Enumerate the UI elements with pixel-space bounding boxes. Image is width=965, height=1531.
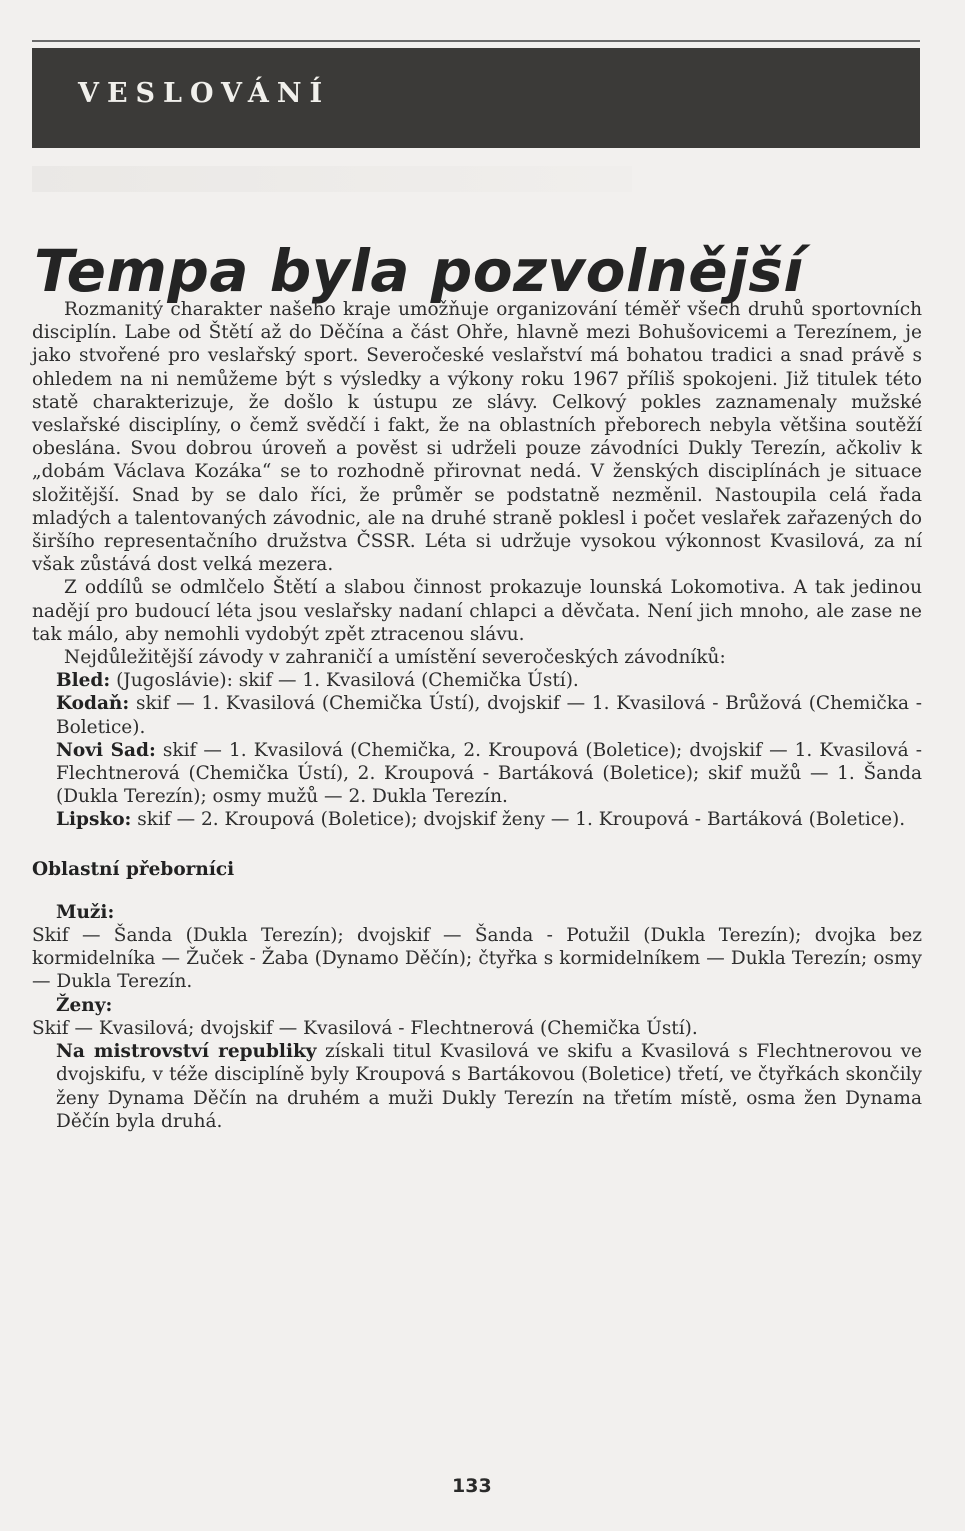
race-place: Bled: [56,670,111,692]
faded-show-through [32,166,632,192]
race-place: Novi Sad: [56,739,156,761]
race-place: Lipsko: [56,809,132,831]
race-place: Kodaň: [56,693,130,715]
women-results: Skif — Kvasilová; dvojskif — Kvasilová - Flechtnerová (Chemička Ústí). [32,1017,698,1039]
race-result-novi-sad [32,739,922,809]
article-headline: Tempa byla pozvolnější [34,236,804,305]
champions-heading: Oblastní přeborníci [32,858,235,880]
race-result-kodan [32,692,922,738]
republic-label: Na mistrovství republiky [56,1041,317,1063]
page-number: 133 [452,1475,492,1497]
women-label: Ženy: [56,994,113,1016]
intro-paragraph-3: Nejdůležitější závody v zahraničí a umístění severočeských závodníků: [64,647,726,669]
race-result-lipsko [32,808,922,831]
section-banner [32,48,920,148]
race-text: skif — 1. Kvasilová (Chemička, 2. Kroupová (Boletice); dvojskif — 1. Kvasilová - Flechtnerová (Chemička Ústí), 2. Kroupová - Bartáková (Boletice); skif mužů — 1. Šanda (Dukla Terezín); osmy mužů — 2. Dukla Terezín. [56,739,922,808]
race-text: (Jugoslávie): skif — 1. Kvasilová (Chemička Ústí). [110,670,579,692]
intro-paragraph-2: Z oddílů se odmlčelo Štětí a slabou činnost prokazuje lounská Lokomotiva. A tak jedinou nadějí pro budoucí léta jsou veslařsky nadaní chlapci a děvčata. Není jich mnoho, ale zase ne tak málo, aby nemohli vydobýt zpět ztracenou slávu. [32,577,922,645]
race-text: skif — 2. Kroupová (Boletice); dvojskif ženy — 1. Kroupová - Bartáková (Boletice). [131,809,906,831]
men-results: Skif — Šanda (Dukla Terezín); dvojskif — Šanda - Potužil (Dukla Terezín); dvojka bez kormidelníka — Žuček - Žaba (Dynamo Děčín); čtyřka s kormidelníkem — Dukla Terezín; osmy — Dukla Terezín. [32,925,922,993]
race-result-bled [32,669,922,692]
race-text: skif — 1. Kvasilová (Chemička Ústí), dvojskif — 1. Kvasilová - Brůžová (Chemička - Boletice). [56,693,922,738]
republic-championship [32,1040,922,1133]
republic-text: získali titul Kvasilová ve skifu a Kvasilová s Flechtnerovou ve dvojskifu, v téže disciplíně byly Kroupová s Bartákovou (Boletice) třetí, ve čtyřkách skončily ženy Dynama Děčín na druhém a muži Dukly Terezín na třetím místě, osma žen Dynama Děčín byla druhá. [56,1041,922,1132]
top-rule [32,40,920,42]
section-title: VESLOVÁNÍ [78,78,331,109]
men-label: Muži: [56,901,115,923]
intro-paragraph-1: Rozmanitý charakter našeho kraje umožňuje organizování téměř všech druhů sportovních disciplín. Labe od Štětí až do Děčína a část Ohře, hlavně mezi Bohušovicemi a Terezínem, je jako stvořené pro veslařský sport. Severočeské veslařství má bohatou tradici a snad právě s ohledem na ni nemůžeme být s výsledky a výkony roku 1967 příliš spokojeni. Již titulek této statě charakterizuje, že došlo k ústupu ze slávy. Celkový pokles zaznamenaly mužské veslařské disciplíny, o čemž svědčí i fakt, že na oblastních přeborech nebyla většina soutěží obeslána. Svou dobrou úroveň a pověst si udrželi pouze závodníci Dukly Terezín, ačkoliv k „dobám Václava Kozáka“ se to rozhodně přirovnat nedá. V ženských disciplínách je situace složitější. Snad by se dalo říci, že průměr se podstatně nezměnil. Nastoupila celá řada mladých a talentovaných závodnic, ale na druhé straně poklesl i počet veslařek zařazených do širšího representačního družstva ČSSR. Léta si udržuje vysokou výkonnost Kvasilová, za ní však zůstává dost velká mezera. [32,299,922,576]
article-body [32,298,922,1133]
